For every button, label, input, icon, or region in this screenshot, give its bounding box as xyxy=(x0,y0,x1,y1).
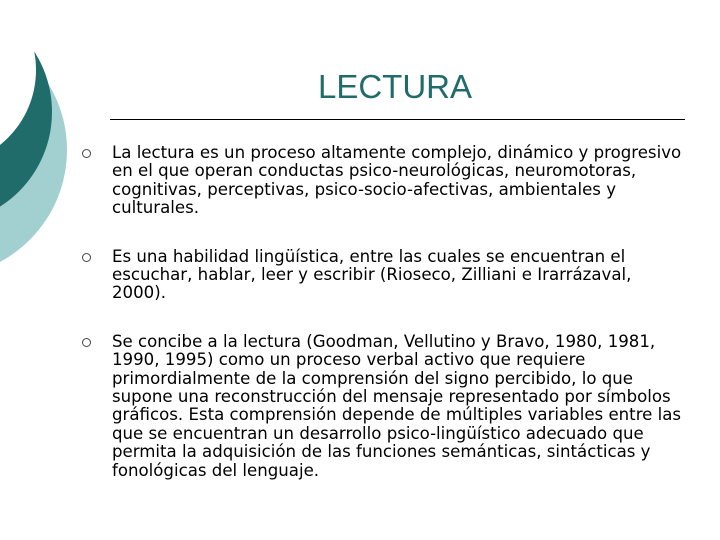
bullet-list xyxy=(82,144,682,510)
circle-bullet-icon xyxy=(82,338,91,347)
slide-title: LECTURA xyxy=(317,68,473,105)
bullet-item xyxy=(82,144,682,218)
title-divider xyxy=(110,119,685,120)
bullet-item xyxy=(82,248,682,303)
circle-bullet-icon xyxy=(82,149,91,158)
circle-bullet-icon xyxy=(82,253,91,262)
bullet-text: Se concibe a la lectura (Goodman, Vellutino y Bravo, 1980, 1981, 1990, 1995) como un proceso verbal activo que requiere primordialmente de la comprensión del signo percibido, lo que supone una reconstrucción del mensaje representado por símbolos gráficos. Esta comprensión depende de múltiples variables entre las que se encuentran un desarrollo psico-lingüístico adecuado que permita la adquisición de las funciones semánticas, sintácticas y fonológicas del lenguaje. xyxy=(112,331,682,480)
bullet-text: Es una habilidad lingüística, entre las cuales se encuentran el escuchar, hablar, leer y escribir (Rioseco, Zilliani e Irarrázaval, 2000). xyxy=(112,246,632,303)
bullet-item xyxy=(82,333,682,480)
bullet-text: La lectura es un proceso altamente complejo, dinámico y progresivo en el que operan conductas psico-neurológicas, neuromotoras, cognitivas, perceptivas, psico-socio-afectivas, ambientales y culturales. xyxy=(112,143,682,218)
dark-teal-circle xyxy=(0,0,52,224)
light-teal-circle xyxy=(0,23,67,277)
white-inner-circle xyxy=(0,0,36,166)
